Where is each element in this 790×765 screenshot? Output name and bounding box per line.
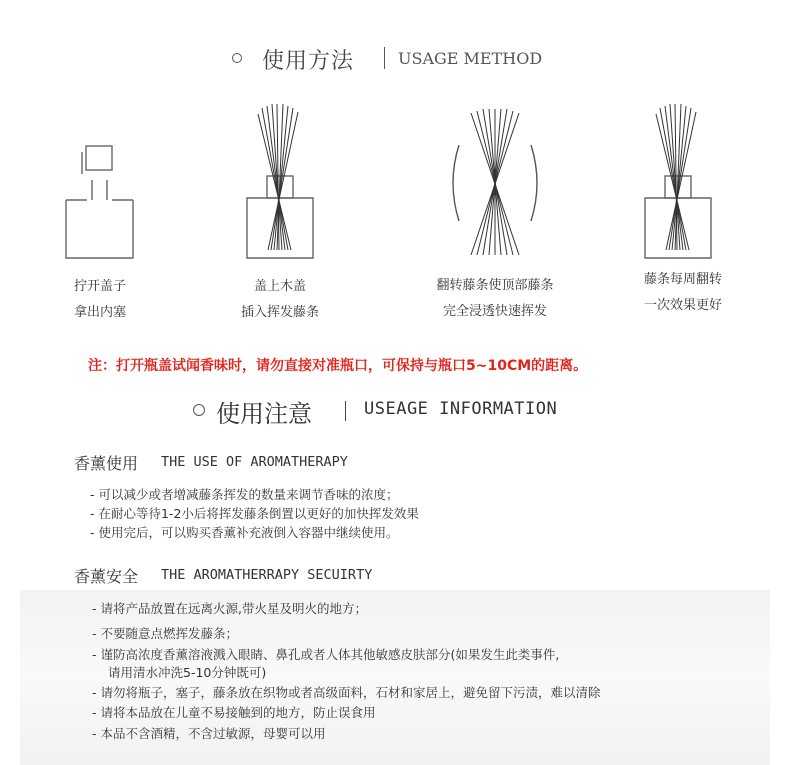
bullet-circle-icon — [193, 404, 205, 416]
bottle-open-icon — [60, 140, 140, 265]
safety-item: - 不要随意点燃挥发藤条； — [92, 626, 238, 641]
usage-title-cn: 使用方法 — [262, 49, 355, 74]
safety-item-continued: 请用清水冲洗5-10分钟既可) — [108, 665, 267, 680]
info-title-en: USEAGE INFORMATION — [364, 399, 558, 419]
step-3-caption — [420, 273, 570, 325]
title-divider — [345, 401, 346, 421]
use-title-cn: 香薰使用 — [74, 454, 139, 473]
step-2-line1: 盖上木盖 — [253, 279, 306, 294]
safety-item: - 本品不含酒精，不含过敏源，母婴可以用 — [92, 726, 326, 741]
use-title-en: THE USE OF AROMATHERAPY — [161, 454, 348, 470]
step-4-line2: 一次效果更好 — [643, 298, 722, 313]
warning-note: 注：打开瓶盖试闻香味时，请勿直接对准瓶口，可保持与瓶口5~10CM的距离。 — [88, 358, 588, 374]
bottle-weekly-flip-icon — [638, 100, 718, 265]
step-1-caption — [60, 274, 140, 326]
safety-item: - 请勿将瓶子，塞子，藤条放在织物或者高级面料，石材和家居上，避免留下污渍，难以清除 — [92, 685, 601, 700]
step-2-caption — [225, 274, 335, 326]
step-3-line2: 完全浸透快速挥发 — [442, 304, 547, 319]
use-item: - 在耐心等待1-2小后将挥发藤条倒置以更好的加快挥发效果 — [90, 506, 419, 521]
safety-item: - 谨防高浓度香薰溶液溅入眼睛、鼻孔或者人体其他敏感皮肤部分(如果发生此类事件, — [92, 647, 560, 662]
safety-title-cn: 香薰安全 — [74, 567, 139, 586]
use-item: - 可以减少或者增减藤条挥发的数量来调节香味的浓度； — [90, 487, 399, 502]
bullet-circle-icon — [232, 53, 242, 63]
step-2-line2: 插入挥发藤条 — [240, 305, 319, 320]
bottle-with-reeds-icon — [240, 100, 320, 265]
step-1-line2: 拿出内塞 — [73, 305, 126, 320]
step-3-line1: 翻转藤条使顶部藤条 — [436, 278, 554, 293]
usage-title-en: USAGE METHOD — [398, 49, 543, 68]
safety-item: - 请将本品放在儿童不易接触到的地方，防止误食用 — [92, 705, 376, 720]
step-1-line1: 拧开盖子 — [73, 279, 126, 294]
step-4-line1: 藤条每周翻转 — [643, 272, 722, 287]
safety-title-en: THE AROMATHERRAPY SECUIRTY — [161, 567, 373, 583]
title-divider — [384, 47, 385, 69]
use-item: - 使用完后，可以购买香薰补充液倒入容器中继续使用。 — [90, 525, 399, 540]
flip-reeds-icon — [445, 105, 545, 260]
safety-item: - 请将产品放置在远离火源,带火星及明火的地方； — [92, 601, 367, 616]
info-title-cn: 使用注意 — [216, 400, 312, 428]
step-4-caption — [628, 267, 738, 319]
